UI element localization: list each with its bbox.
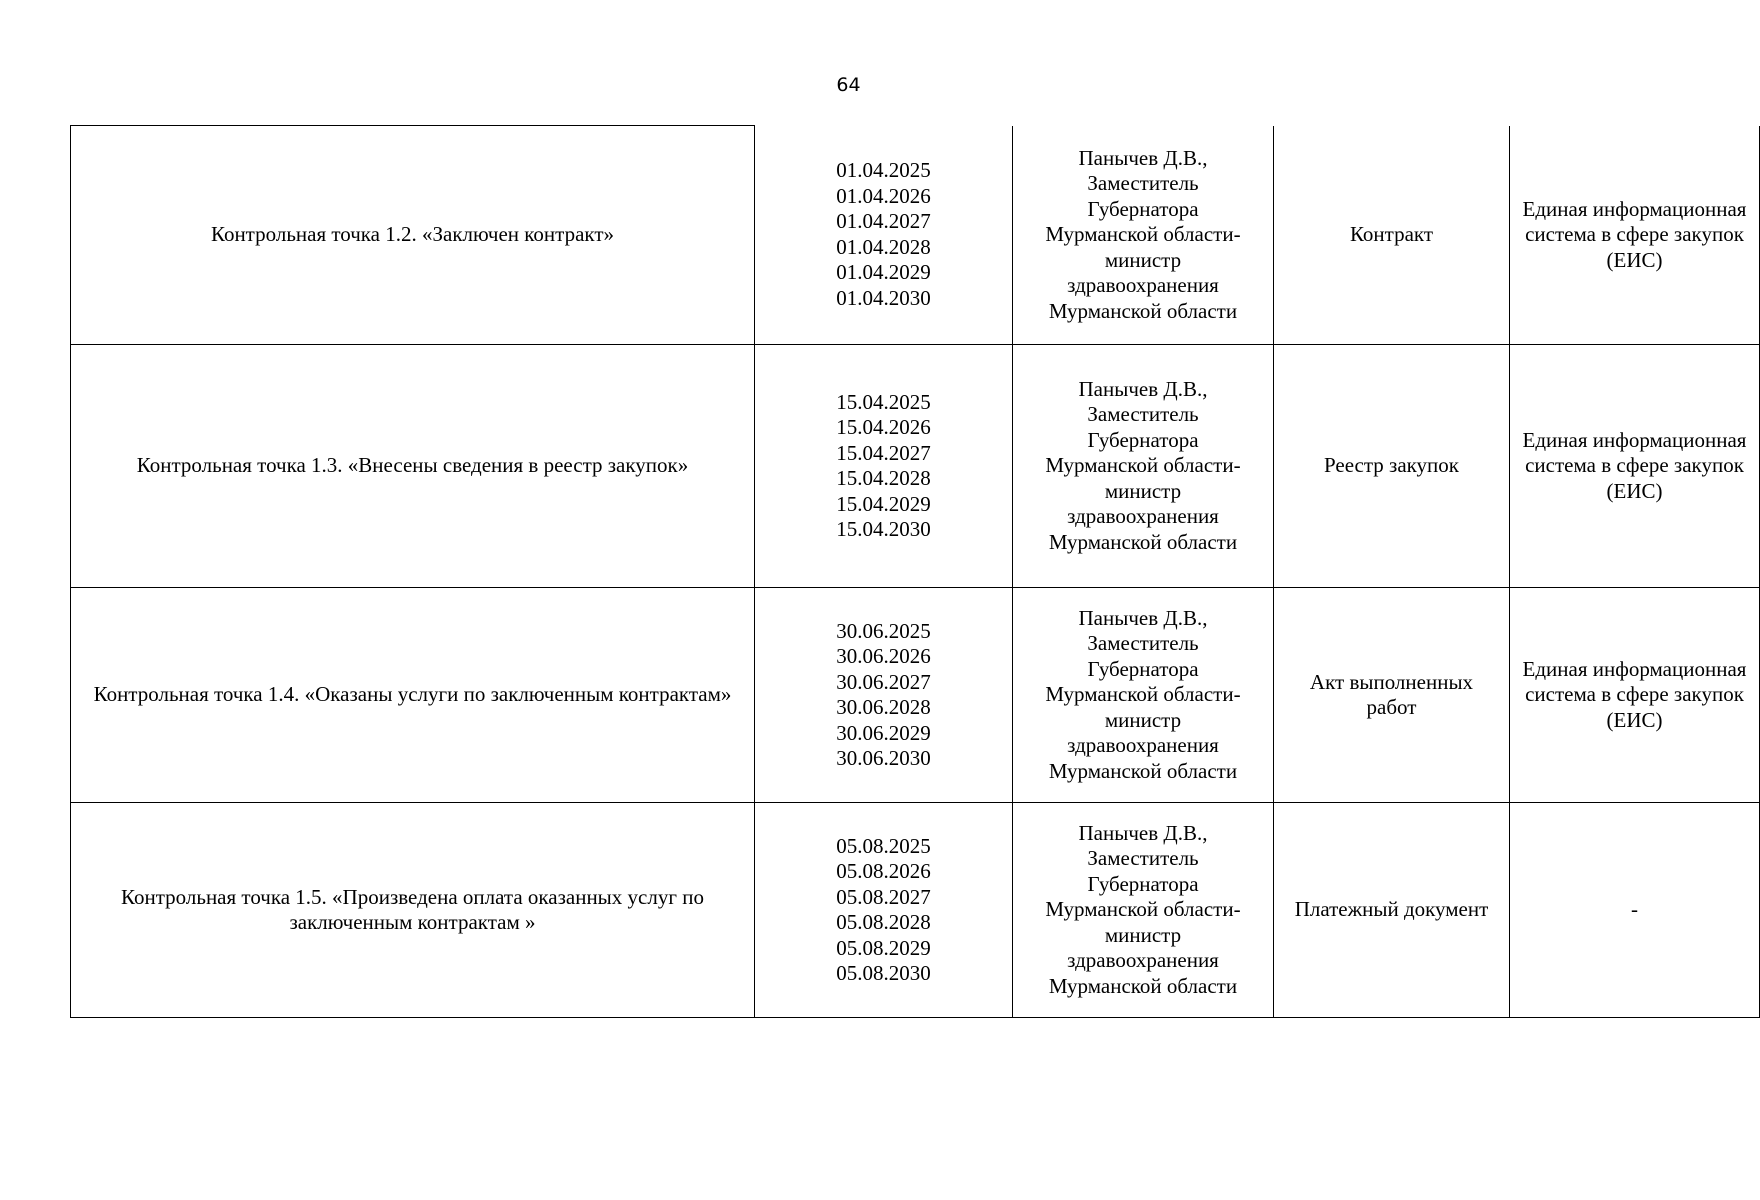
responsible-person bbox=[1013, 345, 1274, 588]
responsible-line: Губернатора bbox=[1087, 427, 1199, 452]
responsible-person bbox=[1013, 126, 1274, 345]
date-value: 30.06.2025 bbox=[836, 618, 931, 643]
date-value: 30.06.2027 bbox=[836, 669, 931, 694]
responsible-line: Панычев Д.В., bbox=[1078, 820, 1208, 845]
date-value: 01.04.2029 bbox=[836, 260, 931, 285]
control-point-name: Контрольная точка 1.4. «Оказаны услуги по заключенным контрактам» bbox=[71, 588, 755, 803]
responsible-person bbox=[1013, 803, 1274, 1018]
information-system: Единая информационная система в сфере закупок (ЕИС) bbox=[1510, 588, 1760, 803]
responsible-line: здравоохранения bbox=[1067, 733, 1219, 758]
responsible-line: министр bbox=[1104, 922, 1182, 947]
date-value: 30.06.2028 bbox=[836, 695, 931, 719]
date-value: 05.08.2029 bbox=[836, 935, 931, 960]
date-value: 30.06.2029 bbox=[836, 720, 931, 745]
responsible-line: министр bbox=[1104, 247, 1182, 272]
information-system: Единая информационная система в сфере закупок (ЕИС) bbox=[1510, 345, 1760, 588]
date-value: 05.08.2030 bbox=[836, 961, 931, 985]
control-point-name: Контрольная точка 1.3. «Внесены сведения в реестр закупок» bbox=[71, 345, 755, 588]
information-system: - bbox=[1510, 803, 1760, 1018]
date-value: 15.04.2029 bbox=[836, 491, 931, 516]
responsible-line: Мурманской области bbox=[1048, 298, 1238, 323]
date-value: 05.08.2025 bbox=[836, 833, 931, 858]
responsible-line: Мурманской области- bbox=[1045, 222, 1241, 246]
date-value: 01.04.2030 bbox=[836, 285, 931, 310]
responsible-line: Заместитель bbox=[1087, 402, 1199, 427]
responsible-line: Заместитель bbox=[1087, 631, 1199, 656]
responsible-line: Заместитель bbox=[1087, 171, 1199, 195]
date-value: 01.04.2025 bbox=[836, 158, 931, 183]
responsible-line: Панычев Д.В., bbox=[1078, 605, 1208, 630]
date-value: 05.08.2026 bbox=[836, 859, 931, 883]
control-point-dates bbox=[755, 803, 1013, 1018]
table-row bbox=[71, 345, 1760, 588]
responsible-line: Губернатора bbox=[1087, 871, 1199, 896]
responsible-line: Губернатора bbox=[1087, 656, 1199, 681]
table-row bbox=[71, 588, 1760, 803]
table-row bbox=[71, 126, 1760, 345]
page-number: 64 bbox=[836, 74, 861, 96]
date-value: 15.04.2026 bbox=[836, 415, 931, 439]
date-value: 30.06.2026 bbox=[836, 644, 931, 668]
responsible-line: Панычев Д.В., bbox=[1078, 376, 1208, 401]
responsible-line: Мурманской области bbox=[1048, 529, 1238, 554]
responsible-line: Панычев Д.В., bbox=[1078, 145, 1208, 170]
control-point-name: Контрольная точка 1.2. «Заключен контракт» bbox=[71, 126, 755, 345]
information-system: Единая информационная система в сфере закупок (ЕИС) bbox=[1510, 126, 1760, 345]
responsible-line: Мурманской области- bbox=[1045, 682, 1241, 707]
responsible-person bbox=[1013, 588, 1274, 803]
date-value: 01.04.2027 bbox=[836, 209, 931, 234]
control-point-dates bbox=[755, 588, 1013, 803]
result-document: Реестр закупок bbox=[1274, 345, 1510, 588]
result-document: Контракт bbox=[1274, 126, 1510, 345]
control-point-name: Контрольная точка 1.5. «Произведена оплата оказанных услуг по заключенным контрактам » bbox=[71, 803, 755, 1018]
responsible-line: Губернатора bbox=[1087, 196, 1199, 221]
control-point-dates bbox=[755, 345, 1013, 588]
responsible-line: министр bbox=[1104, 707, 1182, 732]
responsible-line: Мурманской области- bbox=[1045, 897, 1241, 922]
result-document: Акт выполненных работ bbox=[1274, 588, 1510, 803]
control-point-dates bbox=[755, 126, 1013, 345]
responsible-line: здравоохранения bbox=[1067, 273, 1219, 297]
responsible-line: Заместитель bbox=[1087, 846, 1199, 871]
date-value: 05.08.2028 bbox=[836, 910, 931, 934]
date-value: 15.04.2030 bbox=[836, 517, 931, 541]
result-document: Платежный документ bbox=[1274, 803, 1510, 1018]
responsible-line: здравоохранения bbox=[1067, 948, 1219, 973]
date-value: 01.04.2026 bbox=[836, 183, 931, 208]
date-value: 01.04.2028 bbox=[836, 234, 931, 259]
responsible-line: Мурманской области bbox=[1048, 758, 1238, 783]
responsible-line: министр bbox=[1104, 478, 1182, 503]
responsible-line: Мурманской области- bbox=[1045, 453, 1241, 478]
responsible-line: здравоохранения bbox=[1067, 504, 1219, 529]
date-value: 30.06.2030 bbox=[836, 746, 931, 770]
table-row bbox=[71, 803, 1760, 1018]
control-points-table bbox=[70, 125, 1760, 1018]
date-value: 15.04.2027 bbox=[836, 440, 931, 465]
responsible-line: Мурманской области bbox=[1048, 973, 1238, 998]
date-value: 15.04.2028 bbox=[836, 466, 931, 490]
date-value: 05.08.2027 bbox=[836, 884, 931, 909]
date-value: 15.04.2025 bbox=[836, 389, 931, 414]
